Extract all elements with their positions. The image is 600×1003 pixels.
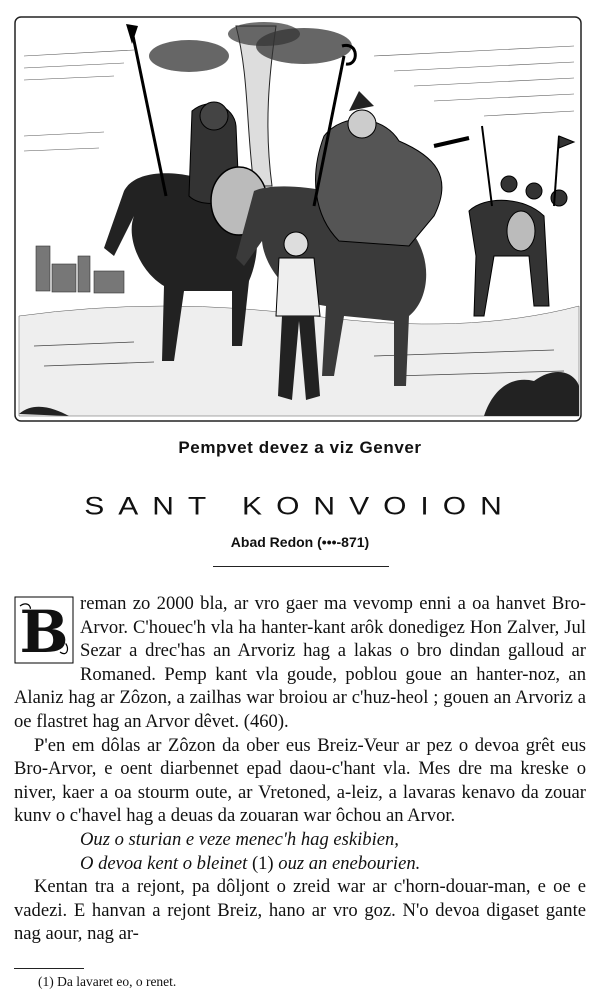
footnote-ref: (1) — [251, 852, 274, 874]
page-subtitle: Abad Redon (•••-871) — [230, 534, 370, 550]
verse-line: O devoa kent o bleinet (1) ouz an enebourien. — [80, 852, 421, 874]
page-title: SANT KONVOION — [84, 493, 516, 521]
first-paragraph — [14, 592, 586, 734]
paragraph: P'en em dôlas ar Zôzon da ober eus Breiz-Veur ar pez o devoa grêt eus Bro-Arvor, e oent diarbennet epad daou-c'hant vla. Mes dre ma kreske o niver, kaer a oa stourm oute, ar Vretoned, a-leiz, a lavaras kenavo da zouar kunv o c'havel hag a deuas da zouaran war ôchou an Arvor. — [14, 734, 586, 827]
footnote-divider — [14, 968, 84, 969]
paragraph: Kentan tra a rejont, pa dôljont o zreid war ar c'horn-douar-man, e oe e vadezi. E hanvan a rejont Breiz, hano ar vro goz. N'o devoa digaset gante nag aour, nag ar- — [14, 876, 586, 945]
verse-line: Ouz o sturian e veze menec'h hag eskibien, — [80, 828, 399, 850]
engraving-riders-icon — [14, 16, 582, 422]
verse — [14, 828, 586, 875]
date-line: Pempvet devez a viz Genver — [178, 438, 422, 457]
engraving-illustration — [14, 16, 582, 422]
dropcap-letter-icon — [14, 596, 74, 664]
svg-text:B: B — [19, 598, 69, 664]
title-divider — [213, 566, 389, 567]
footnote: (1) Da lavaret eo, o renet. — [38, 974, 177, 989]
article-body — [14, 592, 586, 946]
paragraph-text: reman zo 2000 bla, ar vro gaer ma vevomp enni a oa hanvet Bro-Arvor. C'houec'h vla ha hanter-kant arôk donedigez Hon Zalver, Jul Sezar a drec'has an Arvoriz hag a lakas o bro dindan galloud ar Romaned. Pemp kant vla goude, poblou goue an hanter-noz, an Alaniz hag ar Zôzon, a zailhas war broiou ar c'huz-heol ; gouen an Arvoriz a oe flastret hag an Arvor dêvet. (460). — [14, 593, 586, 732]
